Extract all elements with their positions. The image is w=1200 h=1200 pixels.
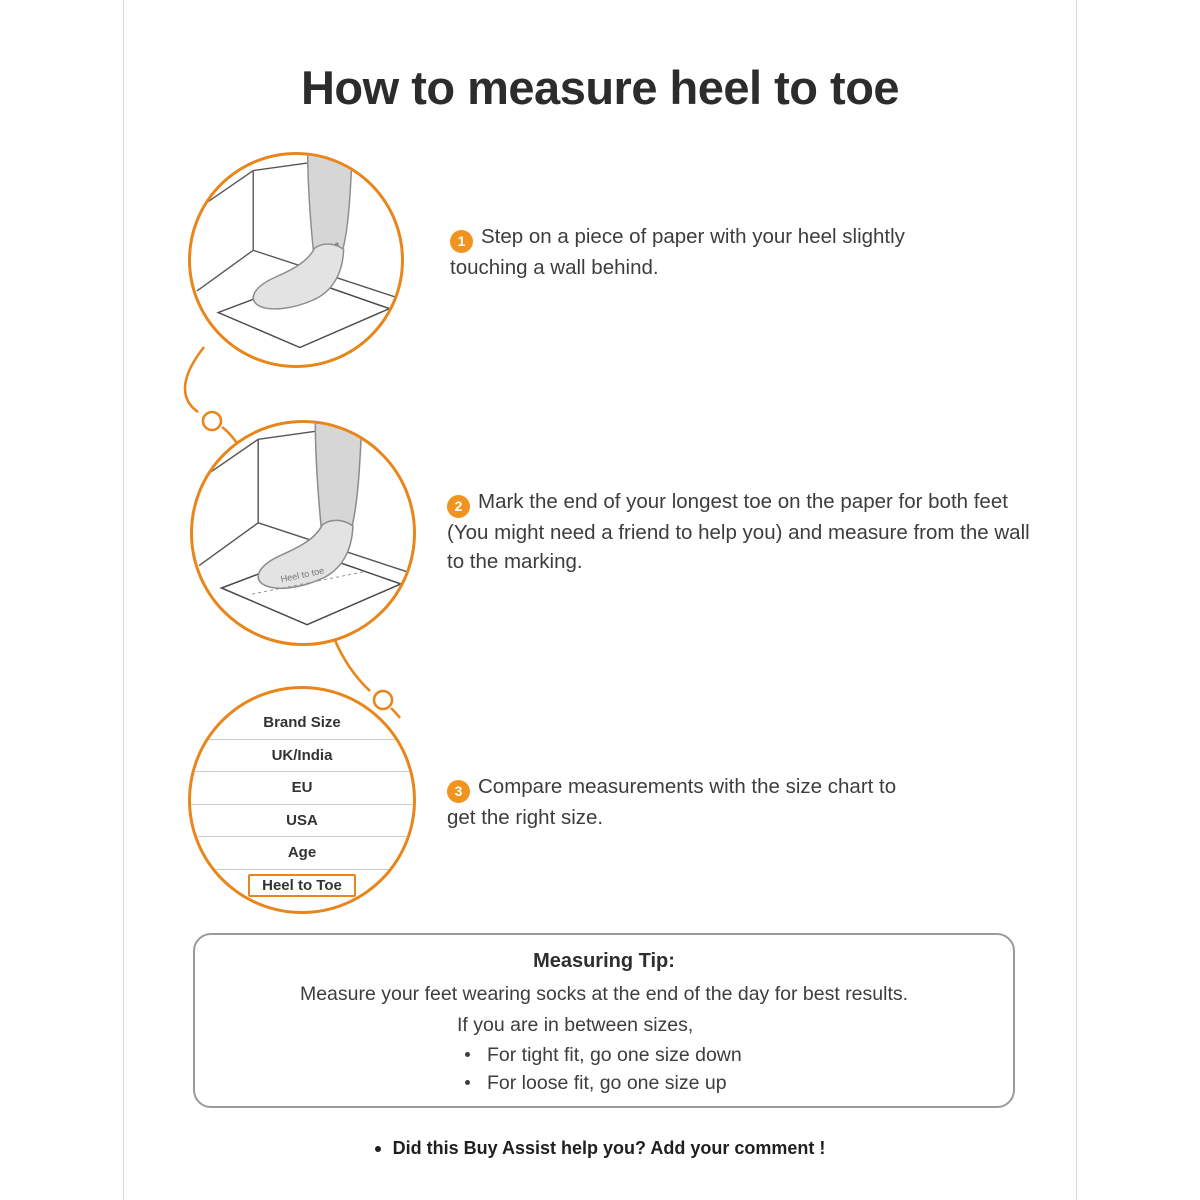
- size-chart-label: UK/India: [271, 746, 333, 764]
- step-2-text: Mark the end of your longest toe on the paper for both feet (You might need a friend to help you) and measure from the wall to the marking.: [447, 490, 1030, 574]
- size-chart-row: [191, 772, 413, 805]
- step2-illustration-circle: [190, 420, 416, 646]
- step1-illustration-circle: [188, 152, 404, 368]
- step-1-text: Step on a piece of paper with your heel slightly touching a wall behind.: [450, 225, 905, 279]
- heel-to-toe-label: Heel to toe: [279, 565, 326, 585]
- footer-note: [0, 1138, 1200, 1159]
- tip-line-2: If you are in between sizes,: [457, 1014, 694, 1036]
- size-chart-label: USA: [286, 811, 318, 829]
- page-border-left: [123, 0, 124, 1200]
- size-chart-row: [191, 837, 413, 870]
- size-chart-row: [191, 805, 413, 838]
- footer-text: Did this Buy Assist help you? Add your comment !: [392, 1138, 826, 1158]
- step-1: [450, 222, 955, 282]
- foot-measure-illustration: [193, 423, 413, 643]
- tip-bullet-text: For tight fit, go one size down: [487, 1044, 742, 1066]
- size-chart-row: [191, 740, 413, 773]
- tip-title: Measuring Tip:: [533, 950, 675, 972]
- page-border-right: [1076, 0, 1077, 1200]
- ankle-dot: [335, 243, 339, 247]
- step-3: [447, 772, 917, 832]
- tip-bullet-text: For loose fit, go one size up: [487, 1072, 727, 1095]
- bullet-dot: [465, 1052, 470, 1057]
- size-chart-circle: [188, 686, 416, 914]
- step-3-text: Compare measurements with the size chart to get the right size.: [447, 775, 897, 829]
- step-2-badge: 2: [447, 495, 470, 518]
- measuring-tip-box: [193, 933, 1015, 1108]
- tip-bullet-list: [457, 1041, 1013, 1098]
- size-chart-label: Brand Size: [263, 714, 341, 732]
- size-chart-row-heel-to-toe: [191, 870, 413, 903]
- step-2: [447, 487, 1047, 577]
- heel-to-toe-box: Heel to Toe: [248, 874, 356, 897]
- connector-curve-1: [185, 347, 204, 412]
- leg: [315, 423, 362, 532]
- page-title: How to measure heel to toe: [300, 61, 900, 114]
- leg: [308, 155, 353, 255]
- size-chart: [191, 707, 413, 902]
- connector-loop-1: [203, 412, 221, 430]
- tip-bullet-item: [457, 1069, 1013, 1097]
- size-chart-row: [191, 707, 413, 740]
- bullet-dot: [375, 1146, 381, 1152]
- tip-subsection: [457, 1014, 1013, 1098]
- step-1-badge: 1: [450, 230, 473, 253]
- tip-bullet-item: [457, 1041, 1013, 1069]
- connector-curve-2: [334, 638, 370, 691]
- step-3-badge: 3: [447, 780, 470, 803]
- bullet-dot: [465, 1080, 470, 1085]
- size-chart-label: EU: [291, 779, 313, 797]
- tip-line-1: Measure your feet wearing socks at the end of the day for best results.: [299, 983, 909, 1005]
- foot-on-paper-illustration: [191, 155, 401, 365]
- size-chart-label: Age: [287, 844, 317, 862]
